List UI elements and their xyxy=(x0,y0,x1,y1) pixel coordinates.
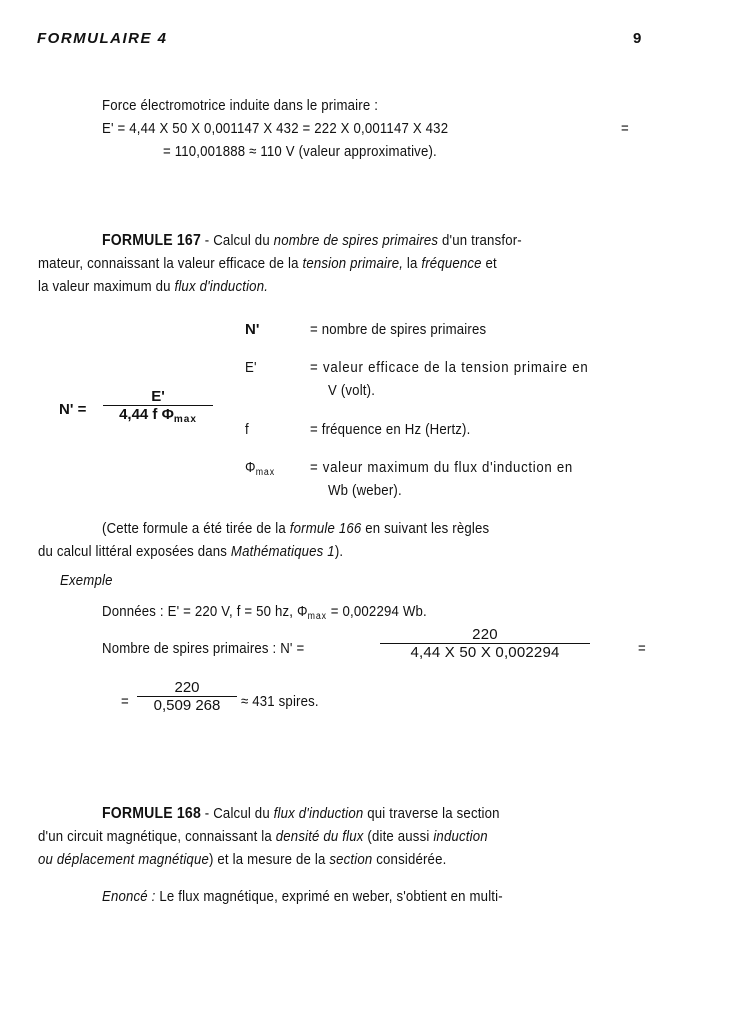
page-number: 9 xyxy=(633,30,642,47)
legend-symbol-e: E' xyxy=(245,359,257,376)
intro-line-2-eq: = xyxy=(621,120,629,137)
example-title: Exemple xyxy=(60,572,113,589)
example-fraction-1: 220 4,44 X 50 X 0,002294 xyxy=(380,626,590,661)
legend-desc-f: = fréquence en Hz (Hertz). xyxy=(310,421,471,438)
example-donnees: Données : E' = 220 V, f = 50 hz, $\Phi_{max} = 0,002294$ Wb. xyxy=(102,603,427,622)
formule-168-line-1: FORMULE 168 - Calcul du flux d'induction qui traverse la section xyxy=(102,805,500,822)
intro-line-3: = 110,001888 ≈ 110 V (valeur approximative). xyxy=(163,143,437,160)
formule-168-line-3: ou déplacement magnétique) et la mesure de la section considérée. xyxy=(38,851,447,868)
formule-167-label: FORMULE 167 xyxy=(102,232,201,249)
enonce-line: Enoncé : Le flux magnétique, exprimé en weber, s'obtient en multi- xyxy=(102,888,503,905)
formula-numerator: E' xyxy=(151,388,165,405)
example-fraction-2: 220 0,509 268 xyxy=(137,679,237,714)
example-calc2-eq: = xyxy=(121,693,129,710)
legend-symbol-f: f xyxy=(245,421,249,438)
formula-lhs: N' = xyxy=(59,401,87,418)
formule-167-line-1: FORMULE 167 - Calcul du nombre de spires primaires d'un transfor- xyxy=(102,232,522,249)
note-line-1: (Cette formule a été tirée de la formule 166 en suivant les règles xyxy=(102,520,490,537)
formula-fraction xyxy=(103,388,213,425)
formule-167-line-3: la valeur maximum du flux d'induction. xyxy=(38,278,269,295)
formule-167-line-2: mateur, connaissant la valeur efficace de la tension primaire, la fréquence et xyxy=(38,255,497,272)
legend-desc-e: = valeur efficace de la tension primaire en xyxy=(310,359,589,376)
note-line-2: du calcul littéral exposées dans Mathématiques 1). xyxy=(38,543,344,560)
example-calc1-eq: = xyxy=(638,640,646,657)
legend-desc-phi-2: Wb (weber). xyxy=(328,482,402,499)
legend-desc-phi: = valeur maximum du flux d'induction en xyxy=(310,459,573,476)
legend-desc-n: = nombre de spires primaires xyxy=(310,321,487,338)
formule-168-label: FORMULE 168 xyxy=(102,805,201,822)
intro-line-1: Force électromotrice induite dans le primaire : xyxy=(102,97,379,114)
legend-desc-e-2: V (volt). xyxy=(328,382,376,399)
example-result: ≈ 431 spires. xyxy=(241,693,319,710)
formula-denominator: 4,44 f $\Phi_{max}$ xyxy=(119,406,197,425)
formule-168-line-2: d'un circuit magnétique, connaissant la densité du flux (dite aussi induction xyxy=(38,828,488,845)
legend-symbol-phi: $\Phi_{max}$ xyxy=(245,459,275,478)
intro-line-2: E' = 4,44 X 50 X 0,001147 X 432 = 222 X 0,001147 X 432 xyxy=(102,120,449,137)
enonce-label: Enoncé : xyxy=(102,888,156,905)
legend-symbol-n: N' xyxy=(245,321,260,338)
running-header-title: FORMULAIRE 4 xyxy=(37,30,168,47)
example-nombre-label: Nombre de spires primaires : N' = xyxy=(102,640,305,657)
